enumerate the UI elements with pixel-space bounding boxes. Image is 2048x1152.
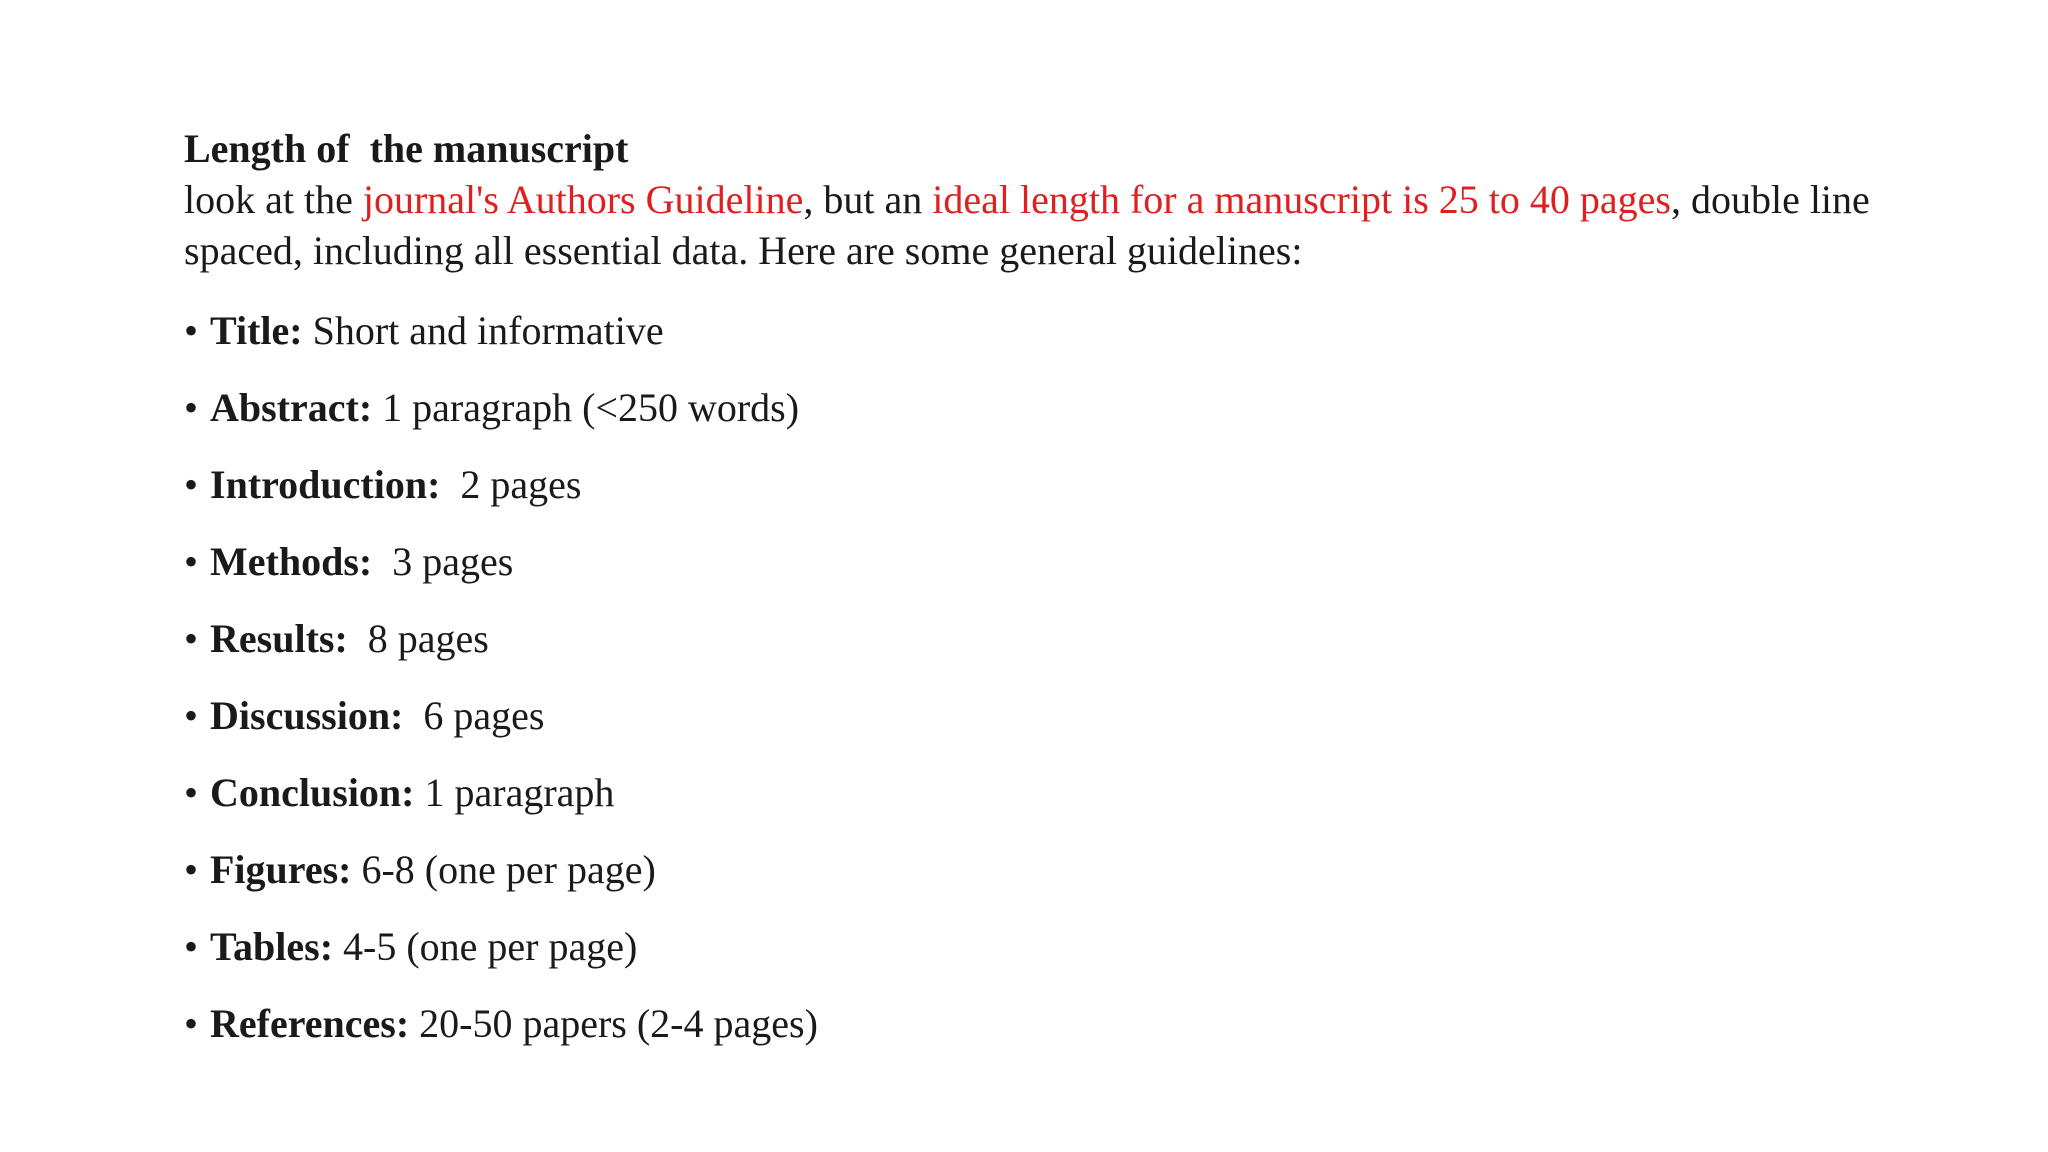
authors-guideline-highlight: journal's Authors Guideline <box>362 177 804 222</box>
guidelines-list <box>184 306 1884 1076</box>
bullet-icon: • <box>184 616 199 661</box>
list-item-title <box>184 306 1884 383</box>
list-item-term: Tables: <box>210 924 334 969</box>
list-item-figures <box>184 845 1884 922</box>
bullet-icon: • <box>184 539 199 584</box>
bullet-icon: • <box>184 924 199 969</box>
bullet-icon: • <box>184 308 199 353</box>
list-item-discussion <box>184 691 1884 768</box>
intro-text-3: , double line spaced, including all essential data. Here are some general guidelines: <box>184 177 1870 273</box>
bullet-icon: • <box>184 693 199 738</box>
list-item-desc: 3 pages <box>372 539 514 584</box>
list-item-term: Discussion: <box>210 693 404 738</box>
bullet-icon: • <box>184 385 199 430</box>
list-item-tables <box>184 922 1884 999</box>
list-item-desc: 6 pages <box>403 693 545 738</box>
list-item-desc: 4-5 (one per page) <box>333 924 638 969</box>
ideal-length-highlight: ideal length for a manuscript is 25 to 40 pages <box>932 177 1671 222</box>
bullet-icon: • <box>184 847 199 892</box>
list-item-desc: 8 pages <box>347 616 489 661</box>
list-item-abstract <box>184 383 1884 460</box>
list-item-term: Title: <box>210 308 303 353</box>
list-item-desc: 6-8 (one per page) <box>351 847 656 892</box>
list-item-conclusion <box>184 768 1884 845</box>
list-item-term: Abstract: <box>210 385 373 430</box>
intro-text-1: look at the <box>184 177 363 222</box>
bullet-icon: • <box>184 462 199 507</box>
list-item-term: Figures: <box>210 847 352 892</box>
list-item-term: Introduction: <box>210 462 441 507</box>
bullet-icon: • <box>184 770 199 815</box>
list-item-references <box>184 999 1884 1076</box>
section-heading: Length of the manuscript <box>184 126 629 171</box>
intro-paragraph <box>184 174 1884 276</box>
bullet-icon: • <box>184 1001 199 1046</box>
list-item-term: Conclusion: <box>210 770 415 815</box>
list-item-term: References: <box>210 1001 410 1046</box>
list-item-term: Methods: <box>210 539 373 584</box>
list-item-results <box>184 614 1884 691</box>
slide-content <box>184 124 1884 1076</box>
intro-text-2: , but an <box>803 177 933 222</box>
list-item-desc: Short and informative <box>302 308 664 353</box>
list-item-desc: 1 paragraph (<250 words) <box>372 385 800 430</box>
list-item-term: Results: <box>210 616 348 661</box>
list-item-desc: 1 paragraph <box>414 770 615 815</box>
list-item-introduction <box>184 460 1884 537</box>
list-item-desc: 2 pages <box>440 462 582 507</box>
list-item-methods <box>184 537 1884 614</box>
list-item-desc: 20-50 papers (2-4 pages) <box>409 1001 818 1046</box>
